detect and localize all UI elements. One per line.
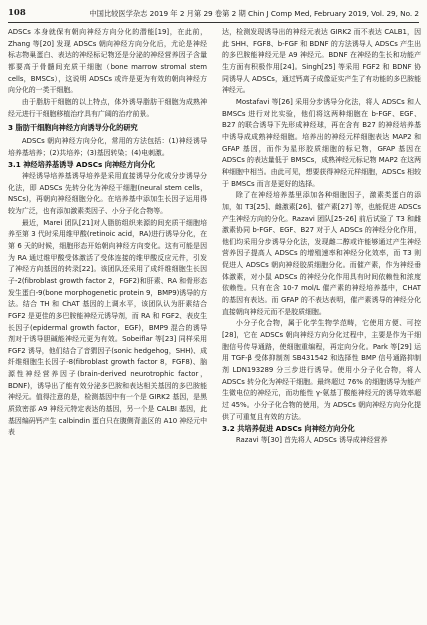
header-rule [8,22,419,23]
paragraph: ADSCs 本身就保有朝向神经方向分化的潜能[19]，在此前，Zhang 等[20] 发现 ADSCs 朝向神经方向分化后，尤论是神经标志物巢蛋白、表达的神经标记物还是分泌的神经营养因子含量都要高于骨髓间充质干细胞（bone marrow stromal stem cells，BMSCs），这说明 ADSCs 或许是更为有效的朝向神经方向分化的一类干细胞。 [8,28,207,95]
left-column [8,27,207,439]
paragraph: Mostafavi 等[26] 采用分步诱导分化法，将人 ADSCs 和人 BMSCs 进行对比实验，他们将这两种细胞在 b-FGF、EGF、B27 的联合诱导下先形成神经球，再在含有 B27 的神经培养基中诱导成成熟神经细胞。培养出的神经元样细胞表达 MAP2 和 GFAP 基因，而作为星形胶质细胞的标记物，GFAP 基因在 ADSCs 的表达量低于 BMSCs，成熟神经元标记物 MAP2 在这两种细胞中相当。由此可见，想要获得神经元样细胞，ADSCs 相较于 BMSCs 而言是更好的选择。 [222,97,421,188]
running-header [8,8,419,20]
paragraph: 小分子化合物，属于化学生物学范畴，它使用方便、可控[28]，它在 ADSCs 朝向神经方向分化过程中，主要是作为干细胞信号传导通路，使细胞重编程，再定向分化。Park 等[29] 运用 TGF-β 受体抑制剂 SB431542 和选择性 BMP 信号通路抑制剂 LDN193289 分三步进行诱导。使用小分子化合物，将人 ADSCs 转分化为神经干细胞。最终超过 76% 的细胞诱导为能产生微电位的神经元，而功能性 γ-氨基丁酸能神经元的诱导效率超过 45%。小分子化合物的使用，为 ADSCs 朝向神经方向分化提供了可重复且有效的方法。 [222,319,421,421]
section-heading: 3 脂肪干细胞向神经方向诱导分化的研究 [8,123,138,133]
subsection-heading: 3.2 共培养促进 ADSCs 向神经方向分化 [222,424,355,434]
subsection-heading: 3.1 神经培养基诱导 ADSCs 向神经方向分化 [8,160,156,170]
paragraph: 达，检测发现诱导出的神经元表达 GIRK2 而不表达 CALB1，因此 SHH、FGF8、b-FGF 和 BDNF 的方法诱导人 ADSCs 产生出的多巴胺能神经元是 A9 神经元。BDNF 在神经的生长和功能产生方面有积极作用[24]。Singh[25] 等采用 FGF2 和 BDNF 协同诱导人 ADSCs，通过钙离子成像证实产生了有功能的多巴胺能神经元。 [222,28,421,95]
right-column [222,27,421,447]
paragraph: 神经诱导培养基诱导培养是采用直接诱导分化或分步诱导分化法，即 ADSCs 先转分化为神经干细胞(neural stem cells，NSCs)，再朝向神经细胞分化。在培养基中添加生长因子运用得较为广泛，也有添加激素类因子、小分子化合物等。 [8,171,207,215]
paragraph: 由于脂肪干细胞的以上特点，体外诱导脂肪干细胞为成熟神经元进行干细胞移植治疗具有广阔的治疗前景。 [8,97,207,118]
paragraph: ADSCs 朝向神经方向分化，常用的方法包括：(1)神经诱导培养基培养；(2)共培养；(3)基因转染；(4)电刺激。 [8,136,207,157]
paragraph: 除了在神经培养基里添加各种细胞因子，激素类蛋白的添加，如 T3[25]、雌激素[26]、催产素[27] 等，也能促进 ADSCs 产生神经方向的分化。Razavi 团队[25-26] 前后试验了 T3 和雌激素协同 b-FGF、EGF、B27 对于人 ADSCs 的神经分化作用，他们均采用分步诱导分化法，发现雌二醇或许能够通过产生神经营养因子提高人 ADSCs 的增殖速率和神经分化效率，而 T3 则促进人 ADSCs 朝向神经胶质细胞分化。而催产素，作为神经垂体激素，对小鼠 ADSCs 的神经分化作用具有时间依赖性和浓度依赖性。只有在含 10-7 mol/L 催产素的神经培养基中，CHAT 的基因有表达。而 GFAP 的不表达表明，催产素诱导的神经分化直接朝向神经元而不是胶质细胞。 [222,191,421,316]
paragraph: 最近，Marei 团队[21]对人脂肪组织来源的间充质干细胞培养至第 3 代时采用维甲酸(retinoic acid，RA)进行诱导分化，在第 6 天的时候，细胞形态开始朝向神经方向变化。这有可能是因为 RA 通过维甲酸受体激活了受体连接的维甲酸反应元件，引发了神经方向基因的转录[22]。该团队还采用了成纤维细胞生长因子-2(fibroblast growth factor 2，FGF2)和肝素、RA 和骨形态发生蛋白-9(bone morphogenetic protein 9，BMP9)诱导的方法。结合 TH 和 ChAT 基因的上调水平，该团队认为肝素结合 FGF2 是更佳的多巴胺能神经元诱导剂，而 RA 和 FGF2、表皮生长因子(epidermal growth factor，EGF)，BMP9 混合的诱导剂对于诱导胆碱能神经元更为有效。Sobeiflar 等[23] 同样采用 FGF2 诱导，他们结合了音猬因子(sonic hedgehog，SHH)、成纤维细胞生长因子-8(fibroblast growth factor 8，FGF8)、脑源性神经营养因子(brain-derived neurotrophic factor，BDNF)，诱导出了能有效分泌多巴胺和表达相关基因的多巴胺能神经元。值得注意的是，检测基因中有一个是 GIRK2 基因，是黑质致密部 A9 神经元特定表达的基因，另一个是 CALBI 基因，此基因编码钙产生 calbindin 蛋白只在腹侧背盖区的 A10 神经元中表 [8,218,207,437]
journal-citation: 中国比较医学杂志 2019 年 2 月第 29 卷第 2 期 Chin J Comp Med, February 2019, Vol. 29, No. 2 [89,9,419,18]
paragraph: Razavi 等[30] 首先将人 ADSCs 诱导成神经营养 [235,436,388,445]
page-number: 108 [8,8,26,18]
